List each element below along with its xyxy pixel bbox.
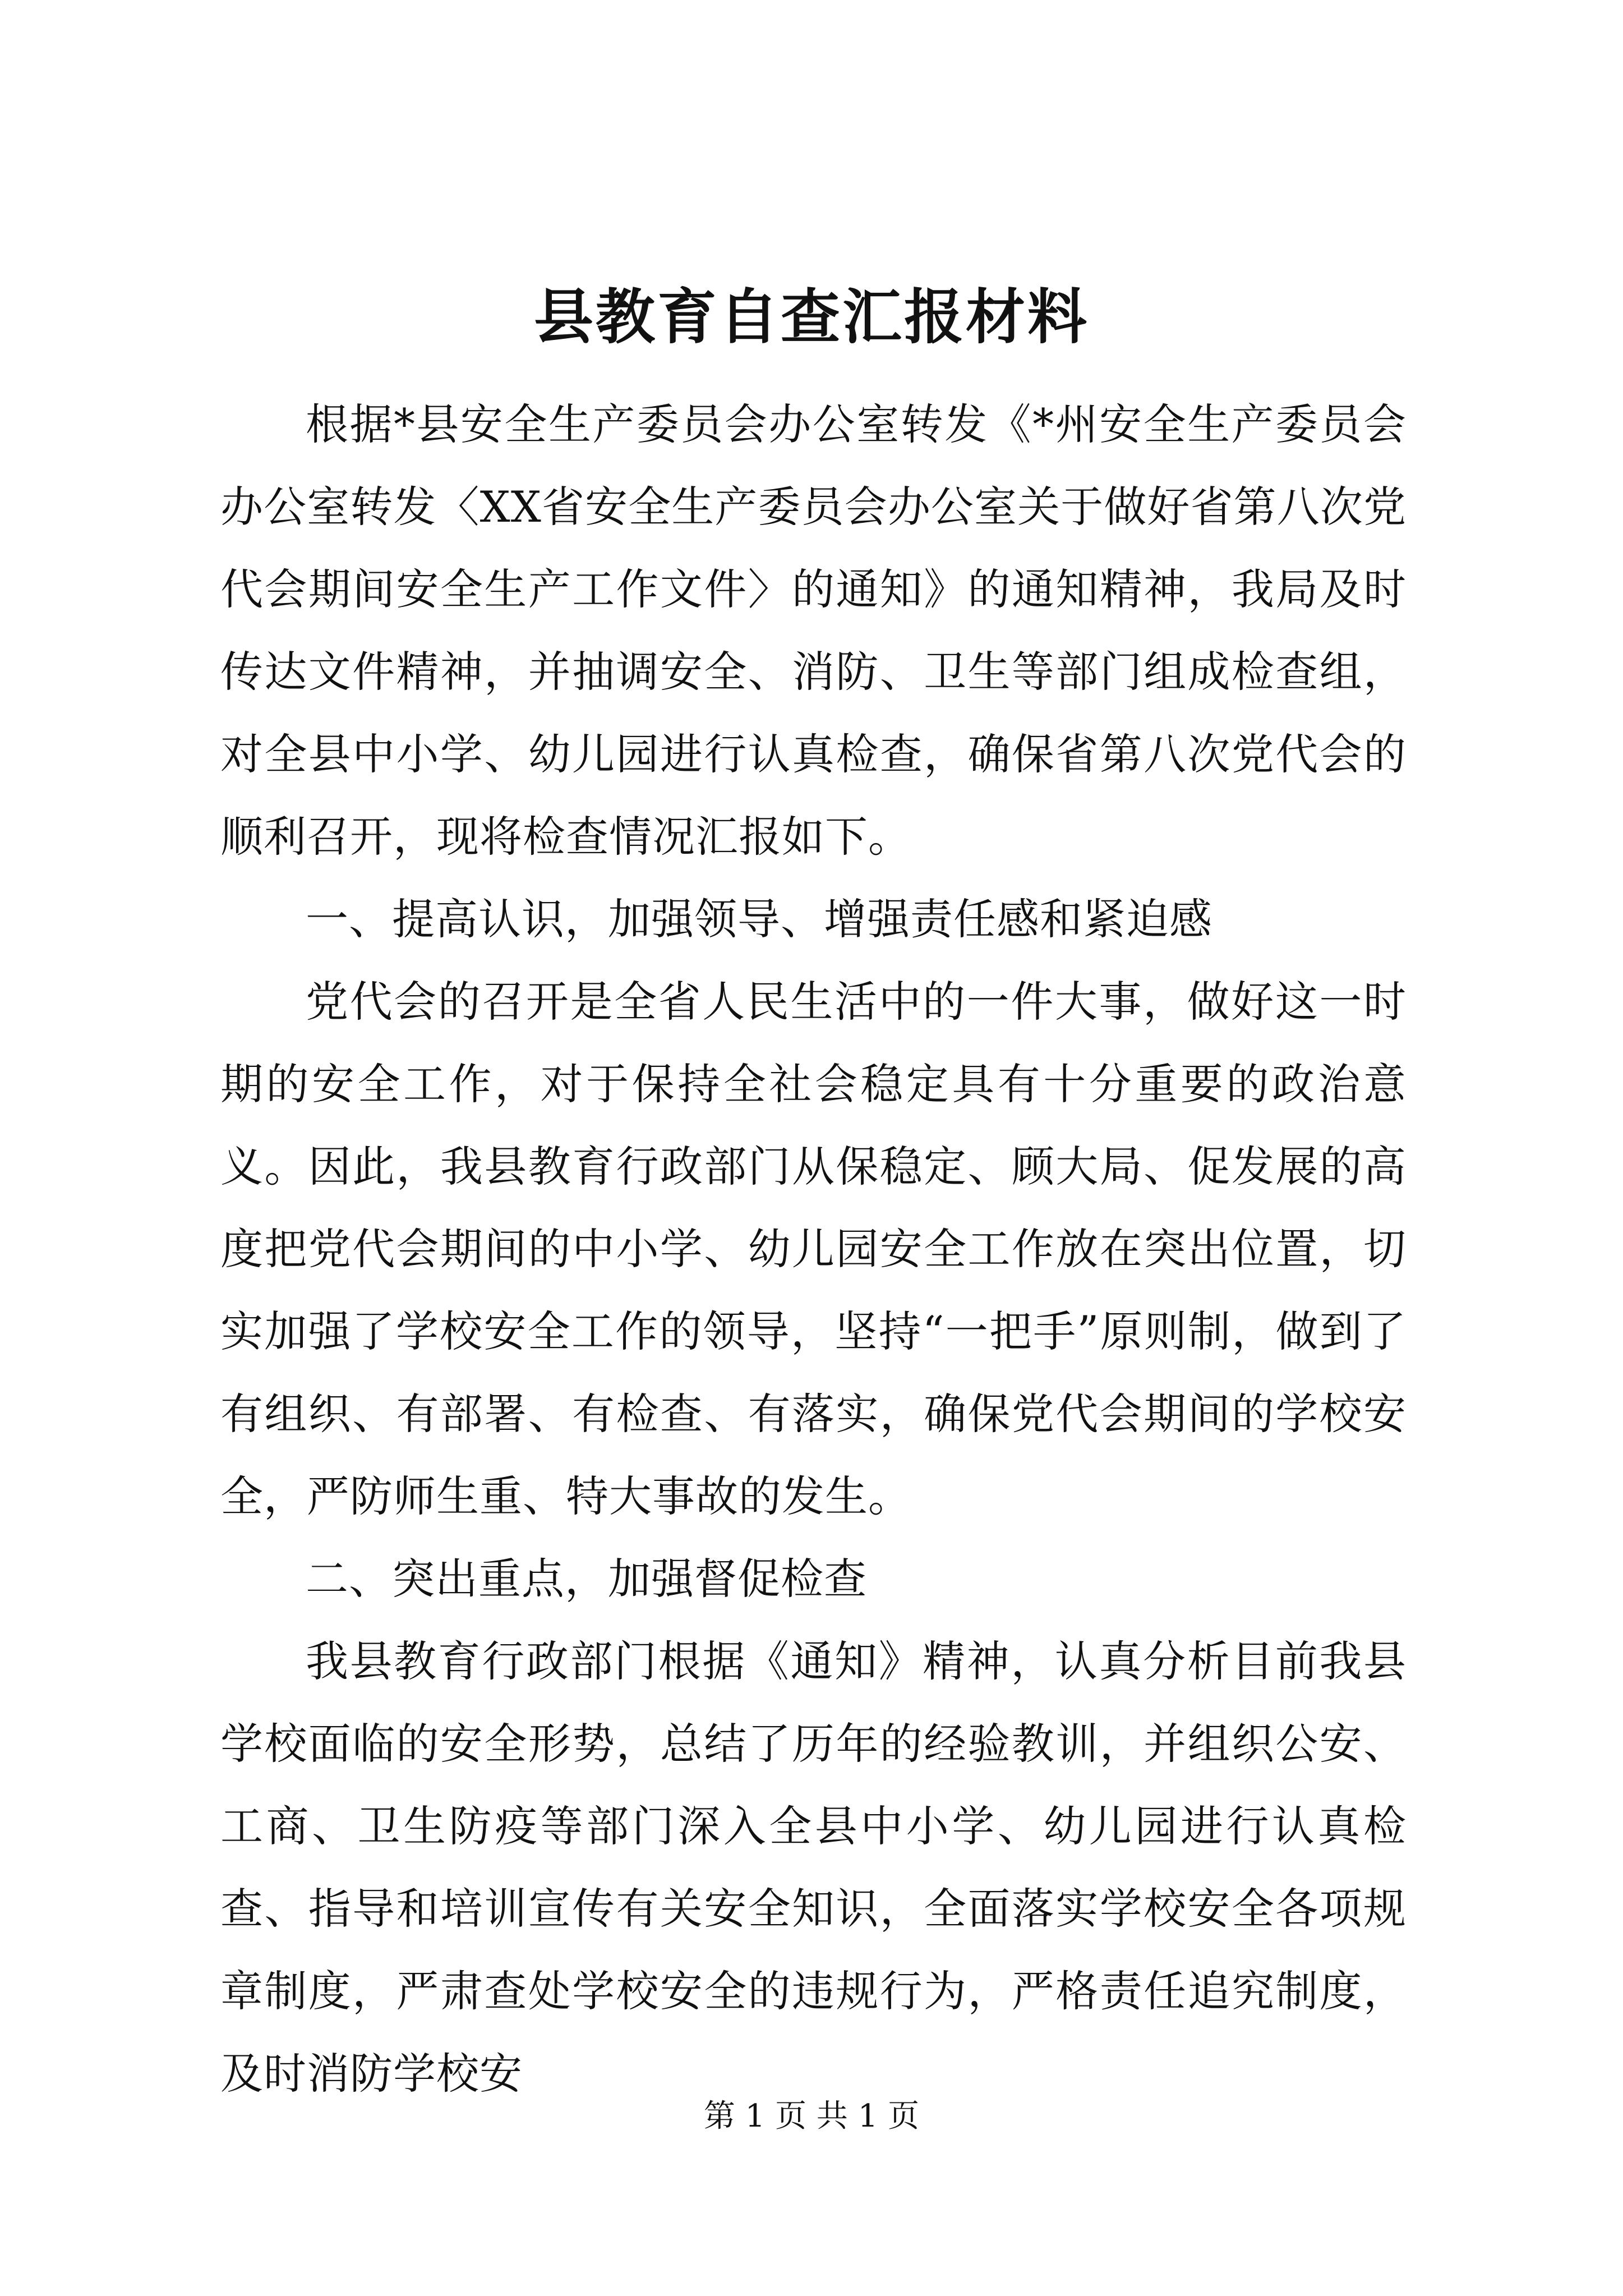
document-body (220, 383, 1407, 2115)
section-heading: 一、提高认识，加强领导、增强责任感和紧迫感 (306, 894, 1212, 944)
body-paragraph: 根据*县安全生产委员会办公室转发《*州安全生产委员会办公室转发〈XX省安全生产委员会办公室关于做好省第八次党代会期间安全生产工作文件〉的通知》的通知精神，我局及时传达文件精神，并抽调安全、消防、卫生等部门组成检查组，对全县中小学、幼儿园进行认真检查，确保省第八次党代会的顺利召开，现将检查情况汇报如下。 (220, 399, 1407, 862)
body-paragraph: 我县教育行政部门根据《通知》精神，认真分析目前我县学校面临的安全形势，总结了历年的经验教训，并组织公安、工商、卫生防疫等部门深入全县中小学、幼儿园进行认真检查、指导和培训宣传有关安全知识，全面落实学校安全各项规章制度，严肃查处学校安全的违规行为，严格责任追究制度，及时消防学校安 (220, 1636, 1407, 2099)
page-footer: 第 1 页 共 1 页 (703, 2098, 920, 2134)
section-heading: 二、突出重点，加强督促检查 (306, 1554, 867, 1604)
document-title: 县教育自查汇报材料 (534, 282, 1089, 352)
body-paragraph: 党代会的召开是全省人民生活中的一件大事，做好这一时期的安全工作，对于保持全社会稳定具有十分重要的政治意义。因此，我县教育行政部门从保稳定、顾大局、促发展的高度把党代会期间的中小学、幼儿园安全工作放在突出位置，切实加强了学校安全工作的领导，坚持“一把手”原则制，做到了有组织、有部署、有检查、有落实，确保党代会期间的学校安全，严防师生重、特大事故的发生。 (220, 977, 1407, 1521)
